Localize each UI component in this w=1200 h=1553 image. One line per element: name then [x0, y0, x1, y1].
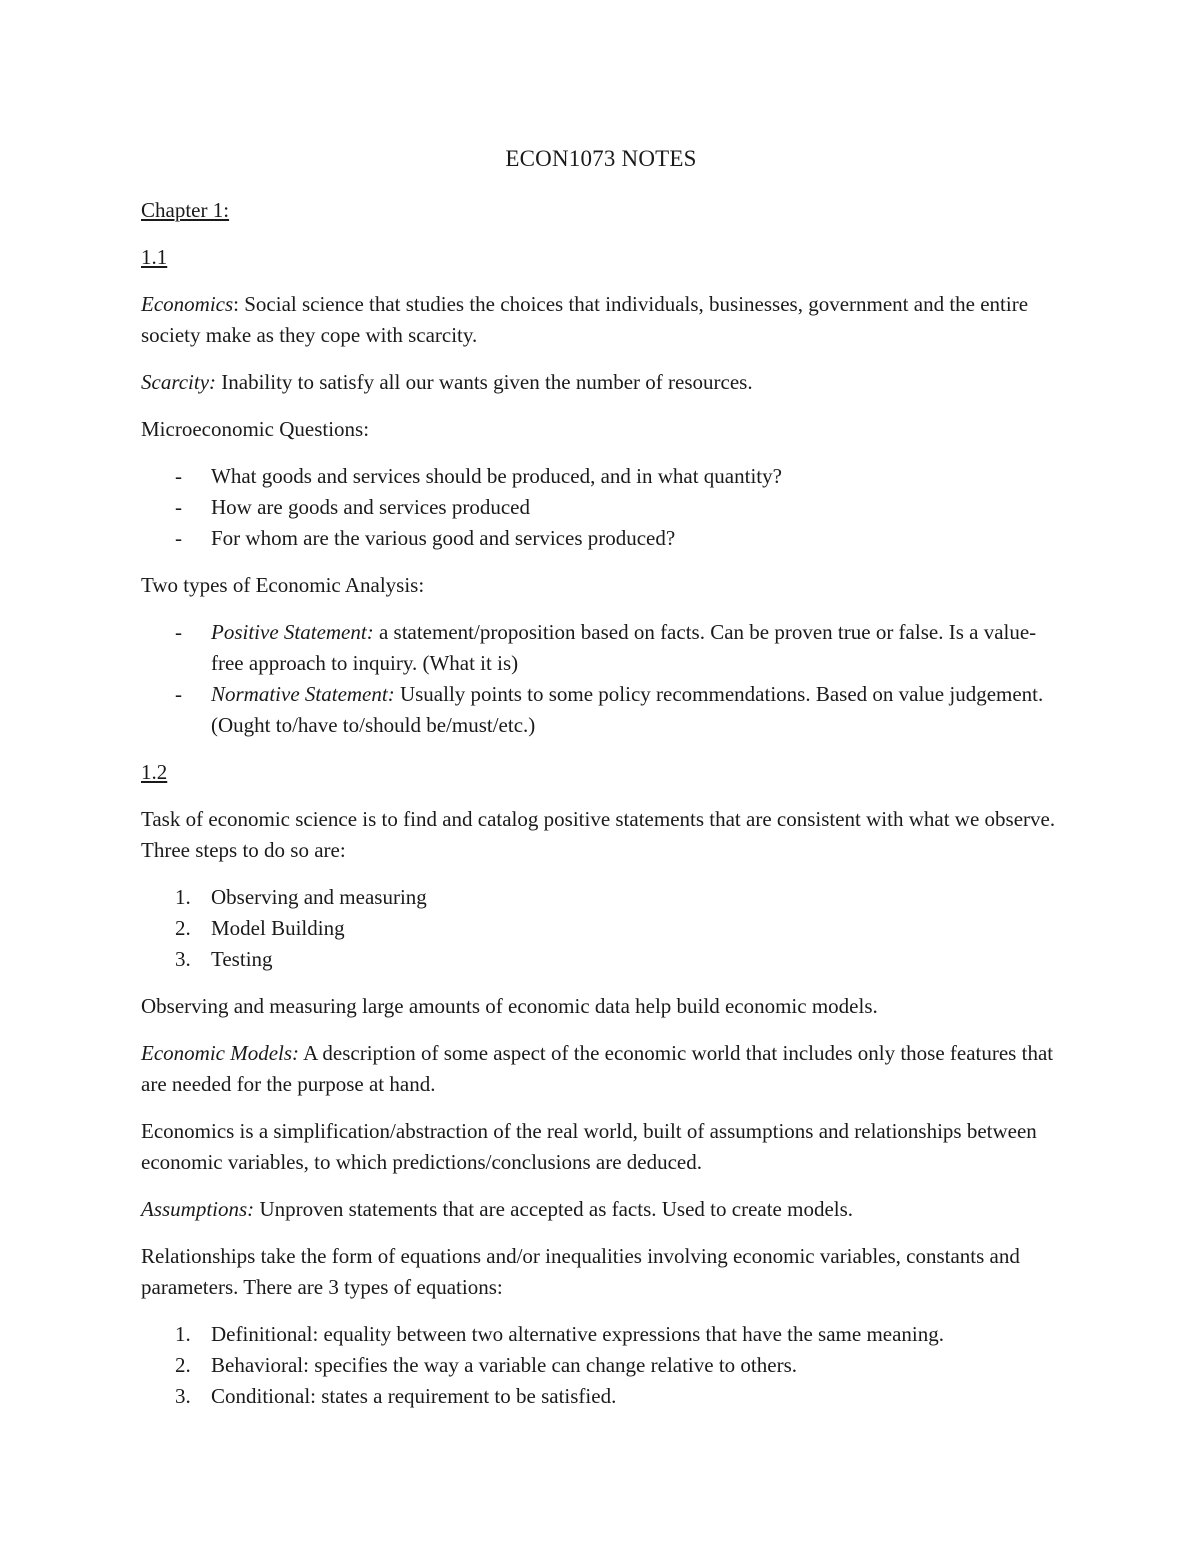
- assumptions-definition: [141, 1194, 1061, 1225]
- list-item-text: What goods and services should be produced, and in what quantity?: [211, 464, 782, 488]
- list-item: [141, 523, 1061, 554]
- number-marker: 3.: [175, 1384, 191, 1408]
- list-item: [141, 492, 1061, 523]
- list-item-text: Observing and measuring: [211, 885, 427, 909]
- micro-questions-list: [141, 461, 1061, 554]
- models-term: Economic Models:: [141, 1041, 300, 1065]
- list-item: [141, 617, 1061, 679]
- analysis-heading: Two types of Economic Analysis:: [141, 573, 425, 597]
- section-heading-1-2: [141, 757, 1061, 788]
- dash-marker: -: [175, 495, 182, 519]
- models-definition: [141, 1038, 1061, 1100]
- relationships-paragraph: Relationships take the form of equations and/or inequalities involving economic variables, constants and parameters. There are 3 types of equations:: [141, 1244, 1020, 1299]
- list-item: [141, 913, 1061, 944]
- section-heading-1-1: [141, 242, 1061, 273]
- micro-questions-heading: Microeconomic Questions:: [141, 417, 370, 441]
- observing-paragraph: Observing and measuring large amounts of economic data help build economic models.: [141, 994, 878, 1018]
- list-item-text: Testing: [211, 947, 273, 971]
- document-title: ECON1073 NOTES: [505, 146, 697, 171]
- dash-marker: -: [175, 464, 182, 488]
- economics-definition: [141, 289, 1061, 351]
- list-item: [141, 461, 1061, 492]
- normative-def-text: Usually points to some policy recommendations. Based on value judgement. (Ought to/have to/should be/must/etc.): [211, 682, 1044, 737]
- chapter-heading: [141, 195, 1061, 226]
- list-item-text: Behavioral: specifies the way a variable can change relative to others.: [211, 1353, 797, 1377]
- list-item: [141, 679, 1061, 741]
- list-item-text: How are goods and services produced: [211, 495, 530, 519]
- normative-term: Normative Statement:: [211, 682, 395, 706]
- list-item: [141, 944, 1061, 975]
- dash-marker: -: [175, 682, 182, 706]
- scarcity-definition: [141, 367, 1061, 398]
- economics-def-text: : Social science that studies the choices that individuals, businesses, government and the entire society make as they cope with scarcity.: [141, 292, 1029, 347]
- scarcity-term: Scarcity:: [141, 370, 217, 394]
- dash-marker: -: [175, 526, 182, 550]
- analysis-list: [141, 617, 1061, 741]
- simplification-paragraph: Economics is a simplification/abstraction of the real world, built of assumptions and relationships between economic variables, to which predictions/conclusions are deduced.: [141, 1119, 1037, 1174]
- chapter-heading-text: Chapter 1:: [141, 198, 230, 222]
- dash-marker: -: [175, 620, 182, 644]
- task-paragraph: Task of economic science is to find and catalog positive statements that are consistent with what we observe. Three steps to do so are:: [141, 807, 1056, 862]
- document-page: [141, 143, 1061, 1428]
- models-def-text: A description of some aspect of the economic world that includes only those features that are needed for the purpose at hand.: [141, 1041, 1054, 1096]
- number-marker: 2.: [175, 1353, 191, 1377]
- list-item: [141, 1319, 1061, 1350]
- list-item: [141, 882, 1061, 913]
- list-item-text: Definitional: equality between two alternative expressions that have the same meaning.: [211, 1322, 945, 1346]
- assumptions-term: Assumptions:: [141, 1197, 255, 1221]
- list-item: [141, 1381, 1061, 1412]
- positive-term: Positive Statement:: [211, 620, 374, 644]
- economics-term: Economics: [141, 292, 234, 316]
- number-marker: 1.: [175, 1322, 191, 1346]
- number-marker: 1.: [175, 885, 191, 909]
- list-item-text: Model Building: [211, 916, 345, 940]
- section-1-2-text: 1.2: [141, 760, 168, 784]
- list-item: [141, 1350, 1061, 1381]
- scarcity-def-text: Inability to satisfy all our wants given the number of resources.: [216, 370, 753, 394]
- section-1-1-text: 1.1: [141, 245, 168, 269]
- steps-list: [141, 882, 1061, 975]
- assumptions-def-text: Unproven statements that are accepted as facts. Used to create models.: [254, 1197, 854, 1221]
- list-item-text: For whom are the various good and services produced?: [211, 526, 676, 550]
- number-marker: 2.: [175, 916, 191, 940]
- equations-list: [141, 1319, 1061, 1412]
- positive-def-text: a statement/proposition based on facts. Can be proven true or false. Is a value-free approach to inquiry. (What it is): [211, 620, 1037, 675]
- list-item-text: Conditional: states a requirement to be satisfied.: [211, 1384, 617, 1408]
- number-marker: 3.: [175, 947, 191, 971]
